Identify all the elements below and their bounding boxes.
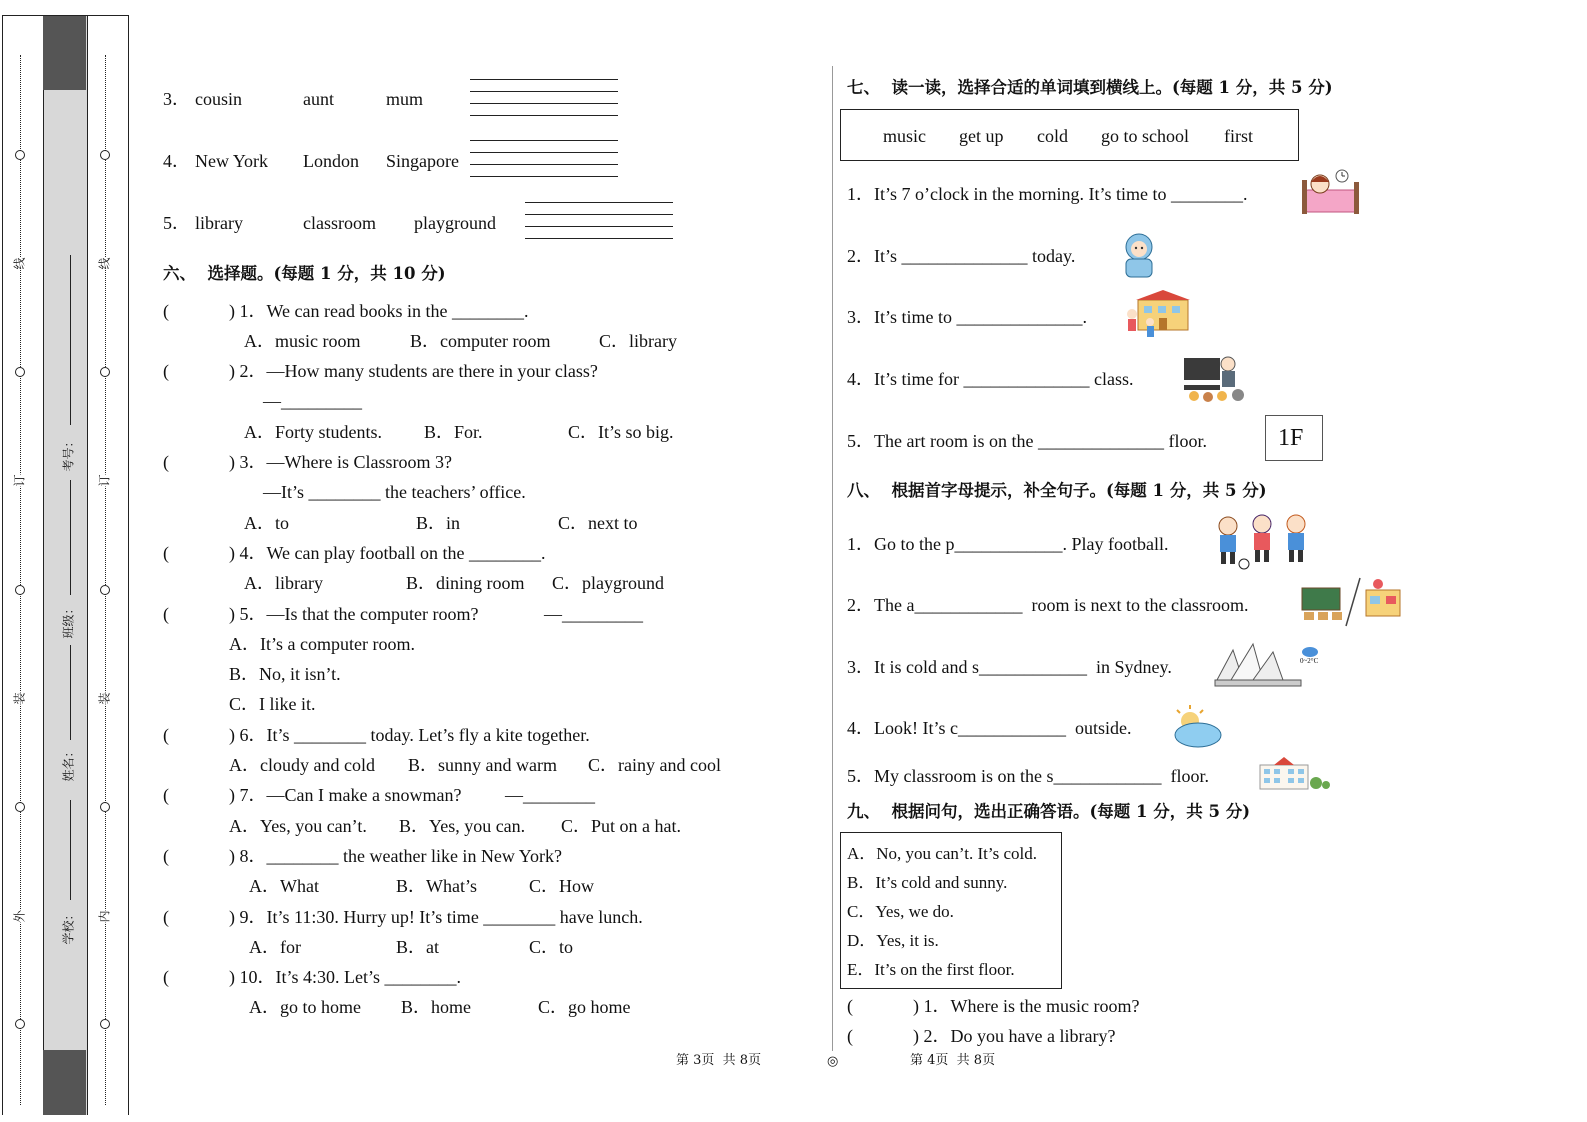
inner-mark: 线 xyxy=(97,257,112,270)
s6-q6-stem: ) 6．It’s ________ today. Let’s fly a kite together. xyxy=(229,725,590,745)
section8-title: 八、 根据首字母提示，补全句子。(每题 1 分，共 5 分) xyxy=(847,481,1267,500)
s6-q2-option-a[interactable]: A．Forty students. xyxy=(244,422,383,442)
field-name-line[interactable] xyxy=(70,645,71,740)
outer-mark: 订 xyxy=(12,474,27,487)
s5-q3-word: cousin xyxy=(195,89,242,109)
s7-q2: 2．It’s ______________ today. xyxy=(847,246,1076,266)
s6-q2-option-b[interactable]: B．For. xyxy=(424,422,483,442)
binding-border-left xyxy=(2,15,3,1115)
s8-q4: 4．Look! It’s c____________ outside. xyxy=(847,718,1132,738)
s6-q4-bracket[interactable]: ( xyxy=(163,543,169,563)
inner-dotted-line xyxy=(105,55,106,1105)
s7-q4: 4．It’s time for ______________ class. xyxy=(847,369,1134,389)
s6-q4-stem: ) 4．We can play football on the ________. xyxy=(229,543,546,563)
s6-q2-sub: —_________ xyxy=(263,391,362,411)
s5-q5-word: playground xyxy=(414,213,496,233)
s9-option-d: D．Yes, it is. xyxy=(847,931,939,950)
s6-q3-stem: ) 3．—Where is Classroom 3? xyxy=(229,452,452,472)
s6-q2-stem: ) 2．—How many students are there in your class? xyxy=(229,361,598,381)
s6-q4-option-a[interactable]: A．library xyxy=(244,573,323,593)
binding-border-right xyxy=(128,15,129,1115)
s5-q5-num: 5． xyxy=(163,213,190,233)
section9-title: 九、 根据问句，选出正确答语。(每题 1 分，共 5 分) xyxy=(847,802,1251,821)
s6-q9-bracket[interactable]: ( xyxy=(163,907,169,927)
s6-q1-option-c[interactable]: C．library xyxy=(599,331,677,351)
s6-q8-stem: ) 8．________ the weather like in New York? xyxy=(229,846,562,866)
s6-q5-option-c[interactable]: C．I like it. xyxy=(229,694,316,714)
cloudy-weather-icon xyxy=(1168,705,1224,749)
s8-q1: 1．Go to the p____________. Play football. xyxy=(847,534,1169,554)
word-bank-item: get up xyxy=(959,126,1004,146)
outer-mark: 线 xyxy=(12,257,27,270)
s5-q4-word: New York xyxy=(195,151,269,171)
page-divider xyxy=(832,66,833,1051)
school-building-illustration xyxy=(1256,755,1330,791)
field-exam-number-label: 考号： xyxy=(61,435,76,472)
cold-kid-illustration xyxy=(1118,231,1160,279)
s6-q5-bracket[interactable]: ( xyxy=(163,604,169,624)
inner-mark: 内 xyxy=(97,910,112,923)
s6-q7-stem: ) 7．—Can I make a snowman? xyxy=(229,785,462,805)
s5-q3-word: aunt xyxy=(303,89,334,109)
s6-q7-bracket[interactable]: ( xyxy=(163,785,169,805)
s6-q10-bracket[interactable]: ( xyxy=(163,967,169,987)
s8-q3: 3．It is cold and s____________ in Sydney. xyxy=(847,657,1172,677)
s9-option-b: B．It’s cold and sunny. xyxy=(847,873,1008,892)
football-kids-illustration xyxy=(1210,512,1314,570)
field-class-line[interactable] xyxy=(70,480,71,595)
s8-q5: 5．My classroom is on the s____________ floor. xyxy=(847,766,1209,786)
floor-sign-text: 1F xyxy=(1278,425,1304,451)
s6-q8-option-a[interactable]: A．What xyxy=(249,876,319,896)
s6-q10-option-b[interactable]: B．home xyxy=(401,997,471,1017)
s5-q4-word: London xyxy=(303,151,359,171)
field-name-label: 姓名： xyxy=(61,745,76,782)
s6-q7-option-c[interactable]: C．Put on a hat. xyxy=(561,816,681,836)
s9-q1: ) 1．Where is the music room? xyxy=(913,996,1140,1016)
s9-q2-bracket[interactable]: ( xyxy=(847,1026,853,1046)
section7-title: 七、 读一读，选择合适的单词填到横线上。(每题 1 分，共 5 分) xyxy=(847,78,1333,97)
s5-q4-num: 4． xyxy=(163,151,190,171)
punch-hole xyxy=(100,367,110,377)
s6-q1-option-a[interactable]: A．music room xyxy=(244,331,361,351)
s6-q1-option-b[interactable]: B．computer room xyxy=(410,331,551,351)
s6-q6-option-a[interactable]: A．cloudy and cold xyxy=(229,755,375,775)
punch-hole xyxy=(100,1019,110,1029)
s6-q4-option-c[interactable]: C．playground xyxy=(552,573,664,593)
punch-hole xyxy=(100,150,110,160)
s6-q7-tail: —________ xyxy=(505,785,595,805)
s6-q8-bracket[interactable]: ( xyxy=(163,846,169,866)
punch-hole xyxy=(15,367,25,377)
s6-q6-option-c[interactable]: C．rainy and cool xyxy=(588,755,721,775)
s6-q10-stem: ) 10．It’s 4:30. Let’s ________. xyxy=(229,967,461,987)
s9-option-a: A．No, you can’t. It’s cold. xyxy=(847,844,1037,863)
s5-q5-word: classroom xyxy=(303,213,376,233)
punch-hole xyxy=(100,585,110,595)
s5-q5-word: library xyxy=(195,213,243,233)
outer-mark: 装 xyxy=(12,692,27,705)
section6-title: 六、 选择题。(每题 1 分，共 10 分) xyxy=(163,264,446,283)
s7-q3: 3．It’s time to ______________. xyxy=(847,307,1087,327)
s6-q9-option-a[interactable]: A．for xyxy=(249,937,301,957)
s6-q9-option-b[interactable]: B．at xyxy=(396,937,439,957)
s8-q2: 2．The a____________ room is next to the classroom. xyxy=(847,595,1249,615)
s6-q3-sub: —It’s ________ the teachers’ office. xyxy=(263,482,526,502)
word-bank-item: first xyxy=(1224,126,1253,146)
s6-q6-bracket[interactable]: ( xyxy=(163,725,169,745)
footer-page-right: 第 4页 共 8页 xyxy=(910,1053,996,1068)
s6-q5-option-b[interactable]: B．No, it isn’t. xyxy=(229,664,341,684)
go-to-school-illustration xyxy=(1124,290,1192,340)
word-bank-item: cold xyxy=(1037,126,1068,146)
s6-q3-option-a[interactable]: A．to xyxy=(244,513,289,533)
word-bank-item: music xyxy=(883,126,926,146)
sydney-opera-house-illustration xyxy=(1213,640,1303,688)
s5-q3-word: mum xyxy=(386,89,424,109)
temperature-label: 0~2°C xyxy=(1300,657,1319,665)
s5-q4-word: Singapore xyxy=(386,151,459,171)
inner-mark: 订 xyxy=(97,474,112,487)
field-school-label: 学校： xyxy=(61,908,76,945)
s6-q1-stem: ) 1．We can read books in the ________. xyxy=(229,301,529,321)
s7-q5: 5．The art room is on the ______________ floor. xyxy=(847,431,1207,451)
s6-q8-option-c[interactable]: C．How xyxy=(529,876,595,896)
s6-q3-bracket[interactable]: ( xyxy=(163,452,169,472)
s6-q2-option-c[interactable]: C．It’s so big. xyxy=(568,422,674,442)
s6-q3-option-b[interactable]: B．in xyxy=(416,513,461,533)
s6-q9-option-c[interactable]: C．to xyxy=(529,937,574,957)
field-school-line[interactable] xyxy=(70,800,71,900)
punch-hole xyxy=(15,802,25,812)
binding-top-edge xyxy=(2,15,128,16)
field-class-label: 班级： xyxy=(61,602,76,639)
music-class-illustration xyxy=(1180,350,1252,404)
punch-hole xyxy=(15,585,25,595)
s6-q5-option-a[interactable]: A．It’s a computer room. xyxy=(229,634,415,654)
s6-q9-stem: ) 9．It’s 11:30. Hurry up! It’s time ________ have lunch. xyxy=(229,907,643,927)
punch-hole xyxy=(15,1019,25,1029)
footer-page-left: 第 3页 共 8页 xyxy=(676,1053,762,1068)
s6-q5-tail: —_________ xyxy=(544,604,643,624)
s9-option-e: E．It’s on the first floor. xyxy=(847,960,1015,979)
s7-q1: 1．It’s 7 o’clock in the morning. It’s time to ________. xyxy=(847,184,1248,204)
s5-q3-num: 3． xyxy=(163,89,190,109)
s6-q6-option-b[interactable]: B．sunny and warm xyxy=(408,755,557,775)
s6-q10-option-c[interactable]: C．go home xyxy=(538,997,631,1017)
punch-hole xyxy=(15,150,25,160)
s6-q8-option-b[interactable]: B．What’s xyxy=(396,876,477,896)
binding-band-top xyxy=(43,15,86,90)
s6-q4-option-b[interactable]: B．dining room xyxy=(406,573,525,593)
s6-q1-bracket[interactable]: ( xyxy=(163,301,169,321)
outer-dotted-line xyxy=(20,55,21,1105)
wake-up-illustration xyxy=(1300,168,1362,218)
inner-mark: 装 xyxy=(97,692,112,705)
s6-q7-option-b[interactable]: B．Yes, you can. xyxy=(399,816,526,836)
art-room-illustration xyxy=(1298,576,1404,628)
s9-q1-bracket[interactable]: ( xyxy=(847,996,853,1016)
s6-q7-option-a[interactable]: A．Yes, you can’t. xyxy=(229,816,367,836)
binding-band-bottom xyxy=(43,1050,86,1115)
s9-option-c: C．Yes, we do. xyxy=(847,902,954,921)
punch-hole xyxy=(100,802,110,812)
s6-q3-option-c[interactable]: C．next to xyxy=(558,513,638,533)
binding-strip xyxy=(0,0,130,1122)
s9-q2: ) 2．Do you have a library? xyxy=(913,1026,1116,1046)
word-bank-item: go to school xyxy=(1101,126,1189,146)
field-exam-number-line[interactable] xyxy=(70,255,71,425)
footer-center-mark: ◎ xyxy=(827,1053,839,1068)
binding-band xyxy=(43,15,88,1115)
s6-q2-bracket[interactable]: ( xyxy=(163,361,169,381)
s6-q5-stem: ) 5．—Is that the computer room? xyxy=(229,604,479,624)
s6-q10-option-a[interactable]: A．go to home xyxy=(249,997,361,1017)
outer-mark: 外 xyxy=(12,910,27,923)
